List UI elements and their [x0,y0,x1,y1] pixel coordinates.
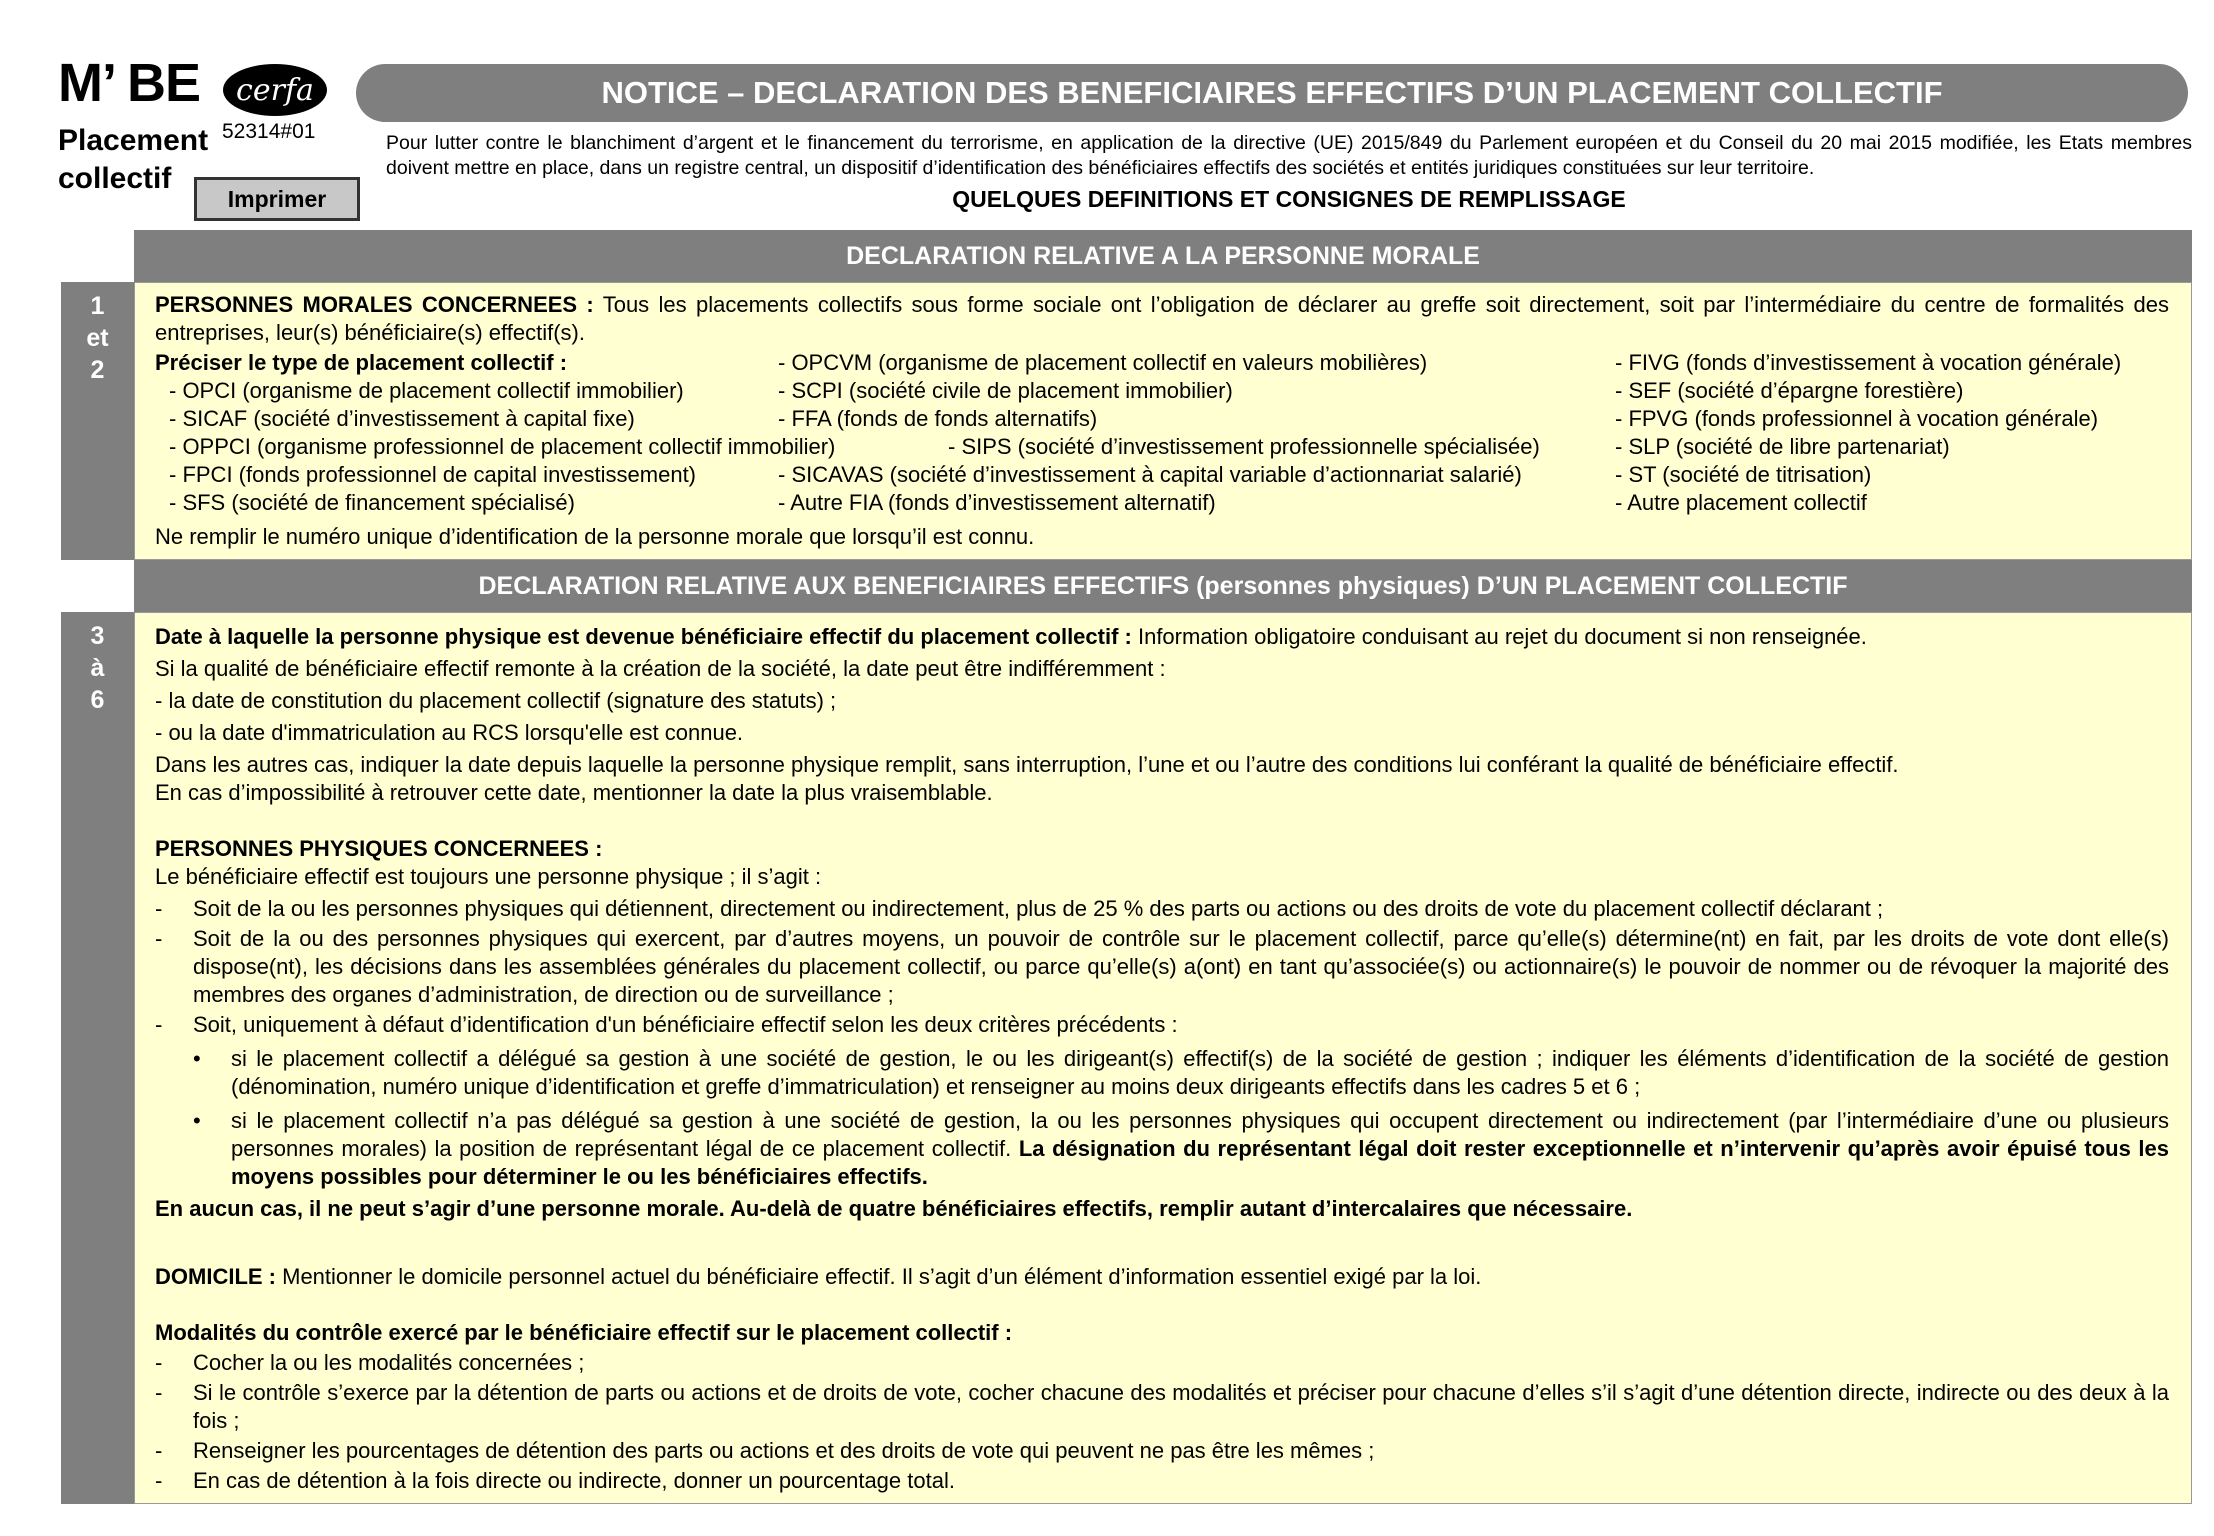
date-line: - la date de constitution du placement collectif (signature des statuts) ; [155,688,837,713]
domicile-text: Mentionner le domicile personnel actuel du bénéficiaire effectif. Il s’agit d’un élément d’information essentiel exigé par la loi. [276,1264,1482,1289]
type-item: - Autre placement collectif [1615,490,1867,515]
type-item: - SICAF (société d’investissement à capital fixe) [169,406,635,431]
type-item: - OPPCI (organisme professionnel de placement collectif immobilier) [169,434,836,459]
date-label: Date à laquelle la personne physique est devenue bénéficiaire effectif du placement collectif : [155,624,1132,649]
pp-item [155,925,2169,1009]
mod-item [155,1467,2169,1495]
form-code: M’ BE [58,53,201,113]
type-item: - SLP (société de libre partenariat) [1615,434,1950,459]
type-item: - FIVG (fonds d’investissement à vocation générale) [1615,350,2122,375]
date-line: En cas d’impossibilité à retrouver cette date, mentionner la date la plus vraisemblable. [155,780,993,805]
section-1-side-label [61,282,134,560]
type-item: - SCPI (société civile de placement immobilier) [778,378,1233,403]
type-item: - OPCVM (organisme de placement collectif en valeurs mobilières) [778,350,1428,375]
cerfa-logo-text: cerfa [236,73,314,108]
type-item: - SEF (société d’épargne forestière) [1615,378,1964,403]
side-label-2: et [86,324,109,352]
section-2-content [134,612,2192,1504]
mod-item-text: Cocher la ou les modalités concernées ; [193,1350,585,1375]
pp-block [155,835,2169,1223]
mod-item [155,1379,2169,1435]
type-item: - Autre FIA (fonds d’investissement alternatif) [778,490,1216,515]
bullet-marker: • [193,1108,201,1133]
pp-subitem [155,1045,2169,1101]
dash-marker: - [155,1012,163,1037]
dash-marker: - [155,926,163,951]
form-subtitle [58,122,208,198]
section-1-content [134,282,2192,560]
modalites-block [155,1319,2169,1495]
dash-marker: - [155,1438,163,1463]
pp-subitem-text-plain: si le placement collectif n’a pas délégué sa gestion à une société de gestion, la ou les personnes physiques qui occupent directement ou indirectement (par l’intermédiaire d’une ou plusieurs personnes morales) la position de représentant légal de ce placement collectif. [231,1108,2169,1161]
concerned-text: Tous les placements collectifs sous forme sociale ont l’obligation de déclarer au greffe soit directement, soit par l’intermédiaire du centre de formalités des entreprises, leur(s) bénéficiaire(s) effectif(s). [155,292,2169,345]
intro-text: Pour lutter contre le blanchiment d’argent et le financement du terrorisme, en application de la directive (UE) 2015/849 du Parlement européen et du Conseil du 20 mai 2015 modifiée, les Etats membres doivent mettre en place, dans un registre central, un dispositif d’identification des bénéficiaires effectifs des sociétés et entités juridiques constituées sur leur territoire. [386,132,2192,179]
pp-item-text: Soit de la ou des personnes physiques qui exercent, par d’autres moyens, un pouvoir de contrôle sur le placement collectif, parce qu’elle(s) détermine(nt) en fait, par les droits de vote dont elle(s) dispose(nt), les décisions dans les assemblées générales du placement collectif, ou parce qu’elle(s) a(ont) en tant qu’associée(s) ou actionnaire(s) le pouvoir de nommer ou de révoquer la majorité des membres des organes d’administration, de direction ou de surveillance ; [193,926,2169,1007]
types-column-1 [155,349,835,517]
mod-item [155,1349,2169,1377]
type-item: - SIPS (société d’investissement professionnelle spécialisée) [948,434,1540,459]
pp-subitem [155,1107,2169,1191]
identification-note: Ne remplir le numéro unique d’identification de la personne morale que lorsqu’il est connu. [155,524,1035,549]
dash-marker: - [155,1380,163,1405]
cerfa-logo [222,63,328,117]
section-1-heading: DECLARATION RELATIVE A LA PERSONNE MORALE [134,230,2192,282]
mod-item-text: En cas de détention à la fois directe ou indirecte, donner un pourcentage total. [193,1468,955,1493]
notice-title: NOTICE – DECLARATION DES BENEFICIAIRES EFFECTIFS D’UN PLACEMENT COLLECTIF [356,64,2188,122]
pp-subitem-text: si le placement collectif a délégué sa gestion à une société de gestion, le ou les dirigeant(s) effectif(s) de la société de gestion ; indiquer les éléments d’identification de la société de gestion (dénomination, numéro unique d’identification et greffe d’immatriculation) et renseigner au moins deux dirigeants effectifs dans les cadres 5 et 6 ; [231,1046,2169,1099]
domicile-block [155,1263,2169,1291]
pp-item [155,895,2169,923]
side-label-2: à [90,654,105,682]
side-label-1: 1 [90,292,105,320]
type-item: - SICAVAS (société d’investissement à capital variable d’actionnariat salarié) [778,462,1522,487]
bullet-marker: • [193,1046,201,1071]
pp-subitem-text-bold: La désignation du représentant légal doit rester exceptionnelle et n’intervenir qu’après avoir épuisé tous les moyens possibles pour déterminer le ou les bénéficiaires effectifs. [231,1136,2170,1189]
date-block [155,623,2169,807]
types-column-2 [778,349,1540,517]
date-line: Dans les autres cas, indiquer la date depuis laquelle la personne physique remplit, sans interruption, l’une et ou l’autre des conditions lui conférant la qualité de bénéficiaire effectif. [155,752,1899,777]
print-button[interactable]: Imprimer [194,177,360,221]
type-item: - FPCI (fonds professionnel de capital investissement) [169,462,697,487]
cerfa-number: 52314#01 [222,120,316,143]
mod-item-text: Si le contrôle s’exerce par la détention de parts ou actions et de droits de vote, cocher chacune des modalités et préciser pour chacune d’elles s’il s’agit d’une détention directe, indirecte ou des deux à la fois ; [193,1380,2169,1433]
type-item: - FFA (fonds de fonds alternatifs) [778,406,1098,431]
pp-final-note: En aucun cas, il ne peut s’agir d’une personne morale. Au-delà de quatre bénéficiaires effectifs, remplir autant d’intercalaires que nécessaire. [155,1196,1633,1221]
date-line: Si la qualité de bénéficiaire effectif remonte à la création de la société, la date peut être indifféremment : [155,656,1166,681]
date-text: Information obligatoire conduisant au rejet du document si non renseignée. [1131,624,1867,649]
dash-marker: - [155,896,163,921]
pp-item-text: Soit, uniquement à défaut d’identification d'un bénéficiaire effectif selon les deux critères précédents : [193,1012,1178,1037]
section-2-heading: DECLARATION RELATIVE AUX BENEFICIAIRES EFFECTIFS (personnes physiques) D’UN PLACEMENT COLLECTIF [134,560,2192,612]
side-label-1: 3 [90,622,105,650]
side-label-3: 6 [90,686,105,714]
concerned-paragraph [155,291,2169,347]
concerned-label: PERSONNES MORALES CONCERNEES : [155,292,594,317]
section-2-side-label [61,612,134,1504]
dash-marker: - [155,1468,163,1493]
mod-item-text: Renseigner les pourcentages de détention des parts ou actions et des droits de vote qui peuvent ne pas être les mêmes ; [193,1438,1375,1463]
mod-item [155,1437,2169,1465]
pp-subitem-text [231,1107,2169,1191]
date-line: - ou la date d'immatriculation au RCS lorsqu'elle est connue. [155,720,744,745]
form-subtitle-line-2: collectif [58,162,172,195]
pp-label: PERSONNES PHYSIQUES CONCERNEES : [155,836,603,861]
side-label-3: 2 [90,356,105,384]
modalites-label: Modalités du contrôle exercé par le bénéficiaire effectif sur le placement collectif : [155,1320,1013,1345]
instructions-subtitle: QUELQUES DEFINITIONS ET CONSIGNES DE REMPLISSAGE [952,186,1626,212]
type-item: - OPCI (organisme de placement collectif immobilier) [169,378,684,403]
form-subtitle-line-1: Placement [58,124,209,157]
domicile-label: DOMICILE : [155,1264,276,1289]
type-label: Préciser le type de placement collectif : [155,350,568,375]
pp-intro: Le bénéficiaire effectif est toujours une personne physique ; il s’agit : [155,864,822,889]
pp-item [155,1011,2169,1039]
type-item: - SFS (société de financement spécialisé) [169,490,575,515]
type-item: - FPVG (fonds professionnel à vocation générale) [1615,406,2099,431]
dash-marker: - [155,1350,163,1375]
types-column-3 [1615,349,2121,517]
pp-item-text: Soit de la ou les personnes physiques qui détiennent, directement ou indirectement, plus de 25 % des parts ou actions ou des droits de vote du placement collectif déclarant ; [193,896,1884,921]
type-item: - ST (société de titrisation) [1615,462,1872,487]
